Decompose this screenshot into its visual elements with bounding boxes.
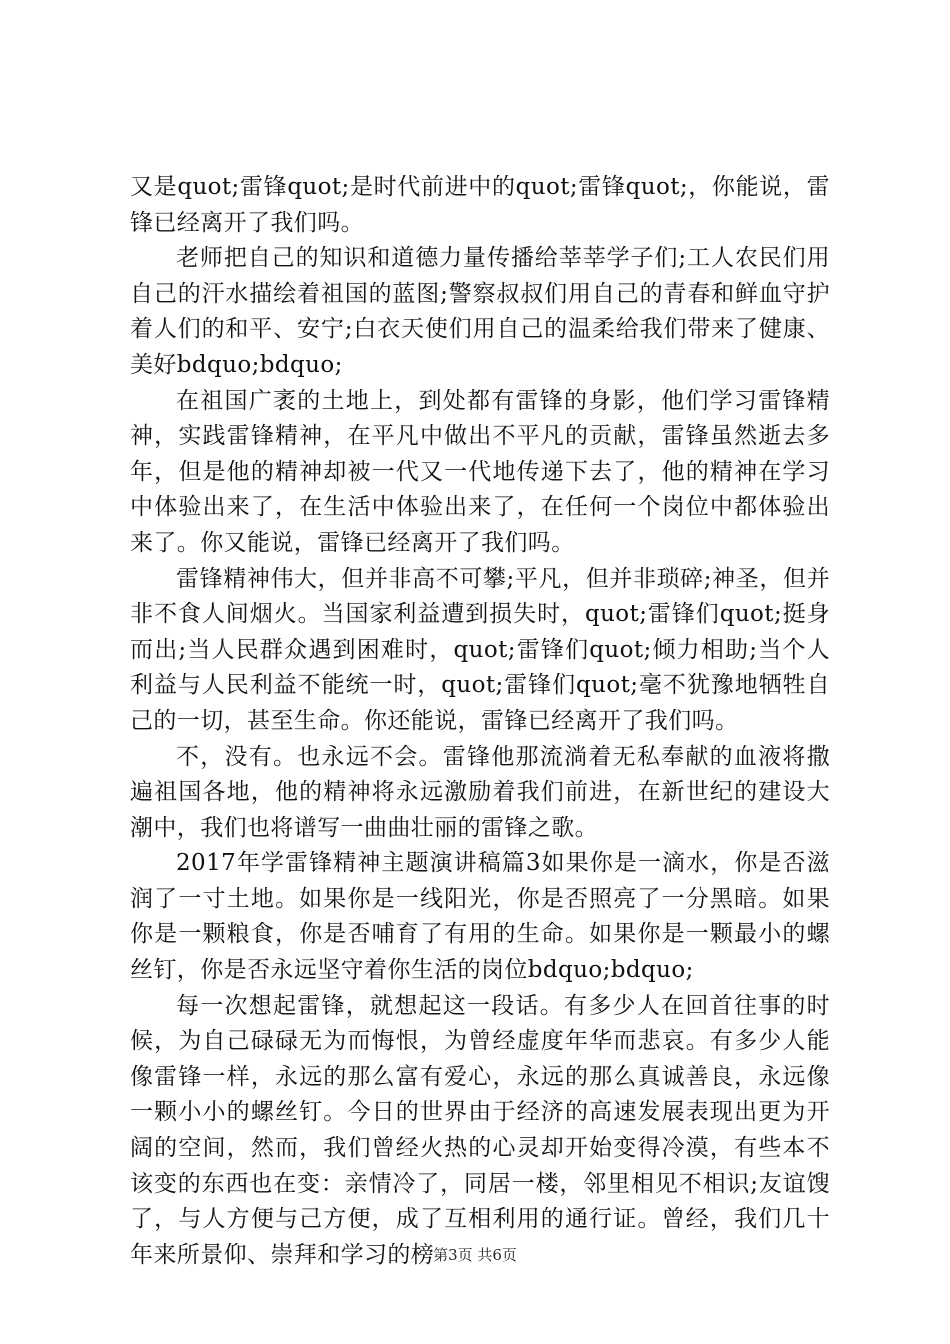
document-body xyxy=(130,170,830,1273)
paragraph-4: 雷锋精神伟大，但并非高不可攀;平凡，但并非琐碎;神圣，但并非不食人间烟火。当国家利益遭到损失时，quot;雷锋们quot;挺身而出;当人民群众遇到困难时，quot;雷锋们quot;倾力相助;当个人利益与人民利益不能统一时，quot;雷锋们quot;毫不犹豫地牺牲自己的一切，甚至生命。你还能说，雷锋已经离开了我们吗。 xyxy=(130,565,830,734)
paragraph-2: 老师把自己的知识和道德力量传播给莘莘学子们;工人农民们用自己的汗水描绘着祖国的蓝图;警察叔叔们用自己的青春和鲜血守护着人们的和平、安宁;白衣天使们用自己的温柔给我们带来了健康、美好bdquo;bdquo; xyxy=(130,245,830,378)
paragraph-5: 不，没有。也永远不会。雷锋他那流淌着无私奉献的血液将撒遍祖国各地，他的精神将永远激励着我们前进，在新世纪的建设大潮中，我们也将谱写一曲曲壮丽的雷锋之歌。 xyxy=(130,743,830,841)
paragraph-7: 每一次想起雷锋，就想起这一段话。有多少人在回首往事的时候，为自己碌碌无为而悔恨，为曾经虚度年华而悲哀。有多少人能像雷锋一样，永远的那么富有爱心，永远的那么真诚善良，永远像一颗小小的螺丝钉。今日的世界由于经济的高速发展表现出更为开阔的空间，然而，我们曾经火热的心灵却开始变得冷漠，有些本不该变的东西也在变：亲情冷了，同居一楼，邻里相见不相识;友谊馊了，与人方便与己方便，成了互相利用的通行证。曾经，我们几十年来所景仰、崇拜和学习的榜 xyxy=(130,992,830,1268)
paragraph-3: 在祖国广袤的土地上，到处都有雷锋的身影，他们学习雷锋精神，实践雷锋精神，在平凡中做出不平凡的贡献，雷锋虽然逝去多年，但是他的精神却被一代又一代地传递下去了，他的精神在学习中体验出来了，在生活中体验出来了，在任何一个岗位中都体验出来了。你又能说，雷锋已经离开了我们吗。 xyxy=(130,387,830,556)
paragraph-1: 又是quot;雷锋quot;是时代前进中的quot;雷锋quot;，你能说，雷锋已经离开了我们吗。 xyxy=(130,174,830,236)
page-number-footer: 第3页 共6页 xyxy=(433,1246,517,1264)
paragraph-6: 2017年学雷锋精神主题演讲稿篇3如果你是一滴水，你是否滋润了一寸土地。如果你是一线阳光，你是否照亮了一分黑暗。如果你是一颗粮食，你是否哺育了有用的生命。如果你是一颗最小的螺丝钉，你是否永远坚守着你生活的岗位bdquo;bdquo; xyxy=(130,850,830,984)
